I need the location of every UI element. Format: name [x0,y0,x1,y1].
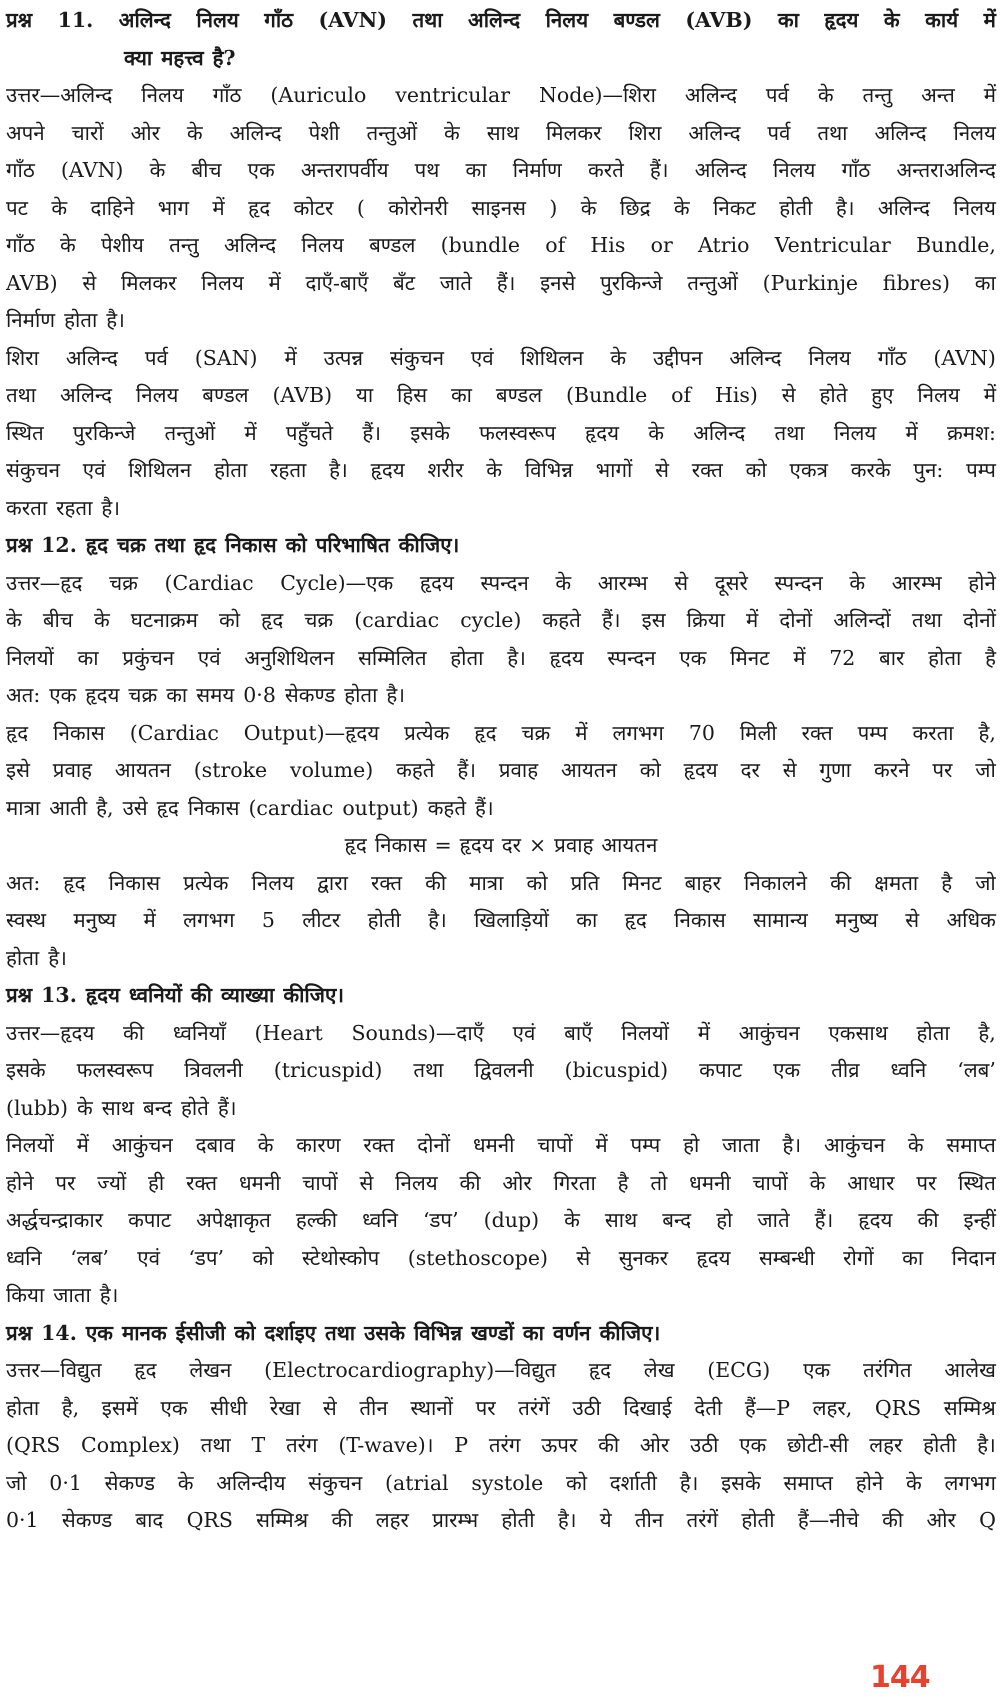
paragraph-line: हृद निकास (Cardiac Output)—हृदय प्रत्येक हृद चक्र में लगभग 70 मिली रक्त पम्प करता है, [6,720,996,745]
paragraph-line: निलयों में आकुंचन दबाव के कारण रक्त दोनों धमनी चापों में पम्प हो जाता है। आकुंचन के समाप्त [6,1133,996,1157]
answer-line: इसके फलस्वरूप त्रिवलनी (tricuspid) तथा द्विवलनी (bicuspid) कपाट एक तीव्र ध्वनि ‘लब’ [6,1058,996,1082]
paragraph-line: संकुचन एवं शिथिलन होता रहता है। हृदय शरीर के विभिन्न भागों से रक्त को एकत्र करके पुन: पम्प [6,458,996,482]
answer-line: जो 0·1 सेकण्ड के अलिन्दीय संकुचन (atrial systole को दर्शाती है। इसके समाप्त होने के लगभग [6,1470,996,1495]
answer-line: उत्तर—हृद चक्र (Cardiac Cycle)—एक हृदय स्पन्दन के आरम्भ से दूसरे स्पन्दन के आरम्भ होने [6,570,996,595]
paragraph-line: मात्रा आती है, उसे हृद निकास (cardiac output) कहते हैं। [6,795,494,820]
answer-line: पट के दाहिने भाग में हृद कोटर ( कोरोनरी साइनस ) के छिद्र के निकट होती है। अलिन्द निलय [6,195,996,220]
paragraph-line: होने पर ज्यों ही रक्त धमनी चापों से निलय की ओर गिरता है तो धमनी चापों के आधार पर स्थित [6,1170,996,1195]
paragraph-line: अर्द्धचन्द्राकार कपाट अपेक्षाकृत हल्की ध्वनि ‘डप’ (dup) के साथ बन्द हो जाते हैं। हृदय की इन्हीं [6,1208,996,1232]
paragraph-line: ध्वनि ‘लब’ एवं ‘डप’ को स्टेथोस्कोप (stethoscope) से सुनकर हृदय सम्बन्धी रोगों का निदान [6,1245,996,1270]
answer-line: (lubb) के साथ बन्द होते हैं। [6,1095,237,1120]
paragraph-line: तथा अलिन्द निलय बण्डल (AVB) या हिस का बण्डल (Bundle of His) से होते हुए निलय में [6,383,996,407]
answer-line: गाँठ के पेशीय तन्तु अलिन्द निलय बण्डल (bundle of His or Atrio Ventricular Bundle, [6,233,996,257]
paragraph-line: किया जाता है। [6,1283,119,1307]
answer-line: के बीच के घटनाक्रम को हृद चक्र (cardiac cycle) कहते हैं। इस क्रिया में दोनों अलिन्दों तथा दोनों [6,608,996,632]
paragraph-line: अत: हृद निकास प्रत्येक निलय द्वारा रक्त की मात्रा को प्रति मिनट बाहर निकालने की क्षमता है जो [6,870,996,895]
answer-line: अपने चारों ओर के अलिन्द पेशी तन्तुओं के साथ मिलकर शिरा अलिन्द पर्व तथा अलिन्द निलय [6,120,996,145]
answer-line: उत्तर—अलिन्द निलय गाँठ (Auriculo ventricular Node)—शिरा अलिन्द पर्व के तन्तु अन्त में [6,83,996,107]
answer-line: AVB) से मिलकर निलय में दाएँ-बाएँ बँट जाते हैं। इनसे पुरकिन्जे तन्तुओं (Purkinje fibres) का [6,270,996,295]
answer-line: उत्तर—हृदय की ध्वनियाँ (Heart Sounds)—दाएँ एवं बाएँ निलयों में आकुंचन एकसाथ होता है, [6,1020,996,1045]
document-page [6,2,996,1540]
paragraph-line: होता है। [6,945,67,970]
paragraph-line: इसे प्रवाह आयतन (stroke volume) कहते हैं। प्रवाह आयतन को हृदय दर से गुणा करने पर जो [6,758,996,782]
paragraph-line: स्थित पुरकिन्जे तन्तुओं में पहुँचते हैं। इसके फलस्वरूप हृदय के अलिन्द तथा निलय में क्रमश: [6,420,996,445]
page-number: 144 [870,1660,930,1695]
answer-line: होता है, इसमें एक सीधी रेखा से तीन स्थानों पर तरंगें उठी दिखाई देती हैं—P लहर, QRS सम्मिश्र [6,1395,996,1420]
answer-line: 0·1 सेकण्ड बाद QRS सम्मिश्र की लहर प्रारम्भ होती है। ये तीन तरंगें होती हैं—नीचे की ओर Q [6,1508,996,1532]
answer-line: निलयों का प्रकुंचन एवं अनुशिथिलन सम्मिलित होता है। हृदय स्पन्दन एक मिनट में 72 बार होता है [6,645,996,670]
paragraph-line: करता रहता है। [6,495,121,520]
answer-line: अत: एक हृदय चक्र का समय 0·8 सेकण्ड होता है। [6,683,406,707]
question-heading: क्या महत्त्व है? [124,45,236,70]
answer-line: गाँठ (AVN) के बीच एक अन्तरापर्वीय पथ का निर्माण करते हैं। अलिन्द निलय गाँठ अन्तराअलिन्द [6,158,996,182]
formula: हृद निकास = हृदय दर × प्रवाह आयतन [344,833,658,857]
question-heading: प्रश्न 12. हृद चक्र तथा हृद निकास को परिभाषित कीजिए। [6,533,460,557]
question-heading: प्रश्न 11. अलिन्द निलय गाँठ (AVN) तथा अलिन्द निलय बण्डल (AVB) का हृदय के कार्य में [6,8,996,32]
answer-line: (QRS Complex) तथा T तरंग (T-wave)। P तरंग ऊपर की ओर उठी एक छोटी-सी लहर होती है। [6,1433,996,1457]
question-heading: प्रश्न 14. एक मानक ईसीजी को दर्शाइए तथा उसके विभिन्न खण्डों का वर्णन कीजिए। [6,1320,661,1345]
answer-line: निर्माण होता है। [6,308,125,332]
question-heading: प्रश्न 13. हृदय ध्वनियों की व्याख्या कीजिए। [6,983,345,1007]
paragraph-line: स्वस्थ मनुष्य में लगभग 5 लीटर होती है। खिलाड़ियों का हृद निकास सामान्य मनुष्य से अधिक [6,908,996,932]
paragraph-line: शिरा अलिन्द पर्व (SAN) में उत्पन्न संकुचन एवं शिथिलन के उद्दीपन अलिन्द निलय गाँठ (AVN) [6,345,996,370]
answer-line: उत्तर—विद्युत हृद लेखन (Electrocardiography)—विद्युत हृद लेख (ECG) एक तरंगित आलेख [6,1358,996,1382]
